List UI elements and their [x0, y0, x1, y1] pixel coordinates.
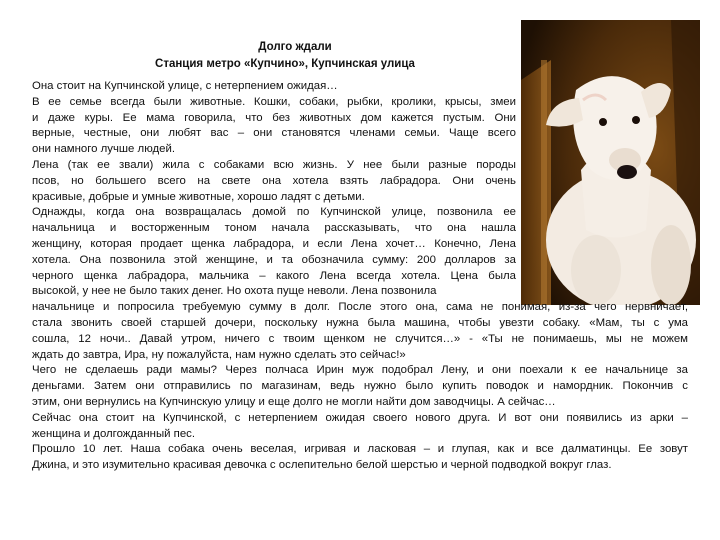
- text-line: Прошло 10 лет. Наша собака очень веселая, игривая и ласковая – и глупая, как и все далматинцы. Ее зовут: [32, 443, 688, 456]
- text-full-width: [32, 300, 688, 474]
- text-line: красивые, добрые и умные животные, хорошо ладят с детьми.: [32, 190, 365, 203]
- text-line: деньгами. Затем они отправились по магазинам, ведь нужно было купить поводок и намордник. Покончив с: [32, 380, 688, 393]
- text-line: ждать до завтра, Ира, ну пожалуйста, нам нужно сделать это сейчас!»: [32, 348, 406, 361]
- text-line: верные, честные, они любят вас – они становятся членами семьи. Чаще всего: [32, 127, 516, 140]
- text-line: этим, они вернулись на Купчинскую улицу и еще долго не могли найти дом заводчицы. А сейчас…: [32, 395, 556, 408]
- text-line: женщина и долгожданный пес.: [32, 427, 196, 440]
- document-title: Долго ждали: [258, 41, 332, 53]
- story-text: [32, 79, 688, 474]
- text-line: Лена (так ее звали) жила с собаками всю жизнь. У нее были разные породы: [32, 158, 516, 171]
- text-line: Сейчас она стоит на Купчинской, с нетерпением ожидая своего нового друга. И вот они появились из арки –: [32, 411, 688, 424]
- text-line: черного щенка лабрадора, мальчика – какого Лена всегда хотела. Цена была: [32, 269, 516, 282]
- text-line: стала звонить своей старшей дочери, поскольку нужна была машина, чтобы увезти собаку. «Мам, ты с ума: [32, 316, 688, 329]
- text-line: начальнице и попросила требуемую сумму в долг. После этого она, сама не понимая, из-за чего нервничает,: [32, 301, 688, 314]
- text-line: высокой, у нее не было таких денег. Но охота пуще неволи. Лена позвонила: [32, 285, 437, 298]
- text-line: Джина, и это изумительно красивая девочка с ослепительно белой шерстью и черной подводкой вокруг глаз.: [32, 459, 612, 472]
- text-line: псов, но большего всего на свете она хотела взять лабрадора. Они очень: [32, 174, 516, 187]
- text-line: начальница и восторженным тоном начала рассказывать, что она нашла: [32, 222, 516, 235]
- text-line: Она стоит на Купчинской улице, с нетерпением ожидая…: [32, 80, 338, 92]
- text-line: они намного лучше людей.: [32, 143, 175, 156]
- text-line: женщину, которая продает щенка лабрадора, и если Лена хочет… Конечно, Лена: [32, 237, 516, 250]
- text-line: сошла, 12 ночи.. Давай утром, ничего с твоим щенком не случится…» - «Ты не понимаешь, мы не можем: [32, 332, 688, 345]
- text-line: Однажды, когда она возвращалась домой по Купчинской улице, позвонила ее: [32, 206, 516, 219]
- document-subtitle: Станция метро «Купчино», Купчинская улица: [155, 58, 415, 70]
- text-line: хотела. Она позвонила этой женщине, и та обозначила сумму: 200 долларов за: [32, 253, 516, 266]
- text-line: и даже куры. Ее мама говорила, что без животных дом кажется пустым. Они: [32, 111, 516, 124]
- text-beside-photo: [32, 79, 688, 300]
- text-line: Чего не сделаешь ради мамы? Через полчаса Ирин муж подобрал Лену, и они поехали к ее начальнице за: [32, 364, 688, 377]
- text-line: В ее семье всегда были животные. Кошки, собаки, рыбки, кролики, крысы, змеи: [32, 95, 516, 108]
